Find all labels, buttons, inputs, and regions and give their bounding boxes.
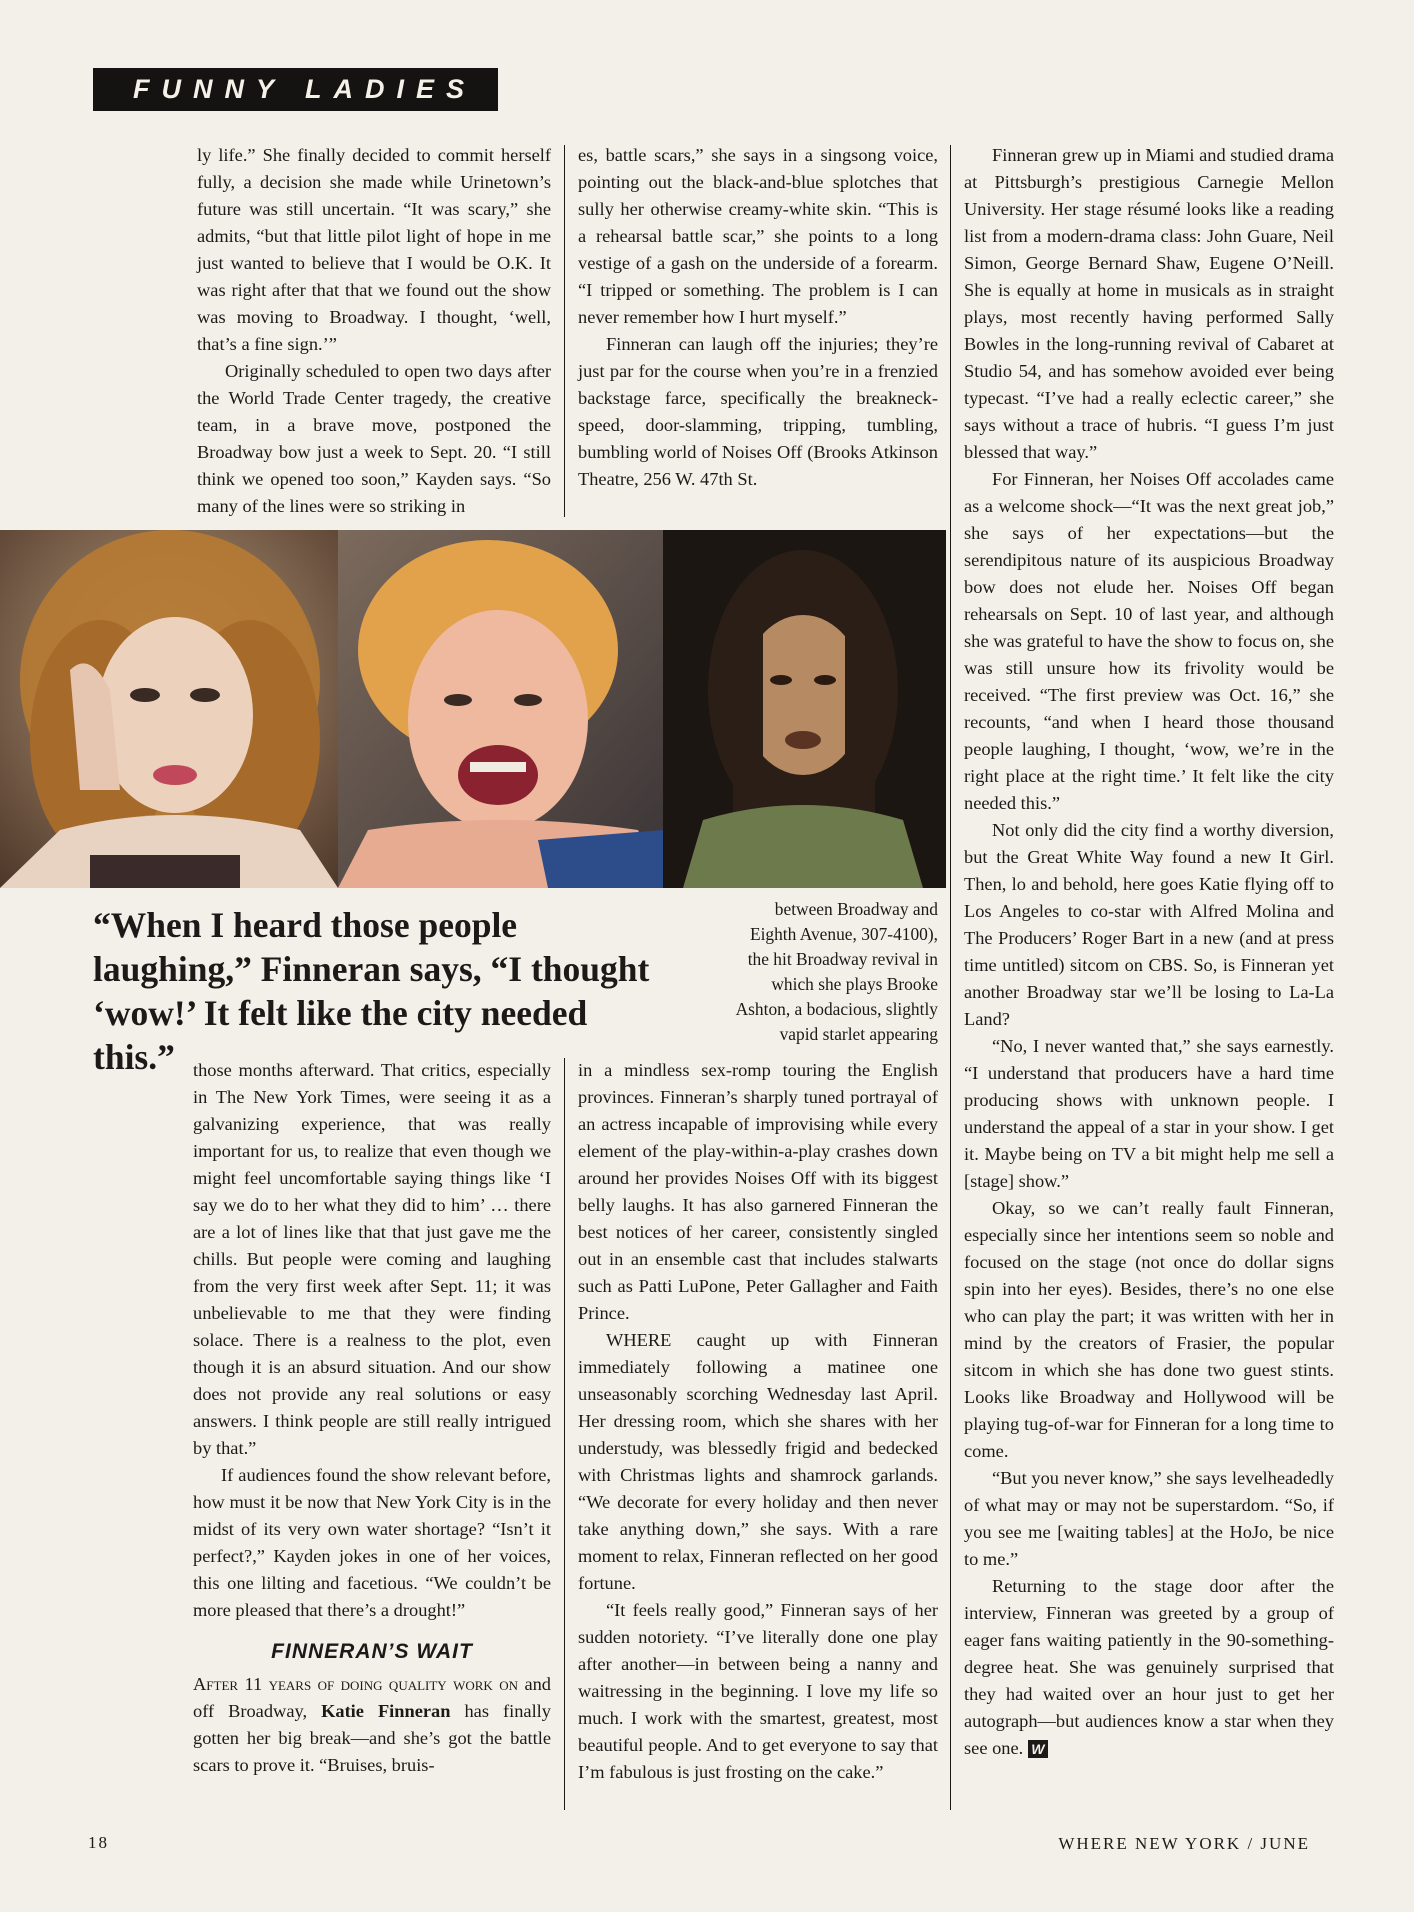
photo-actress-2-image [338, 530, 663, 888]
paragraph: If audiences found the show relevant before, how must it be now that New York City is in the midst of its very own water shortage? “Isn’t it perfect?,” Kayden jokes in one of her voices, this one lilting and facetious. “We couldn’t be more pleased that there’s a drought!” [193, 1465, 551, 1620]
paragraph: Not only did the city find a worthy diversion, but the Great White Way found a new It Girl. Then, lo and behold, here goes Katie flying off to Los Angeles to co-star with Alfred Molina and The Producers’ Roger Bart in a new (and at press time untitled) sitcom on CBS. So, is Finneran yet another Broadway star we’ll be losing to La-La Land? [964, 820, 1334, 1029]
sidebar-name: Katie Finneran [321, 1701, 451, 1721]
sidebar-paragraph [193, 1671, 551, 1779]
column-rule [564, 145, 565, 517]
photo-actress-3-image [663, 530, 946, 888]
column-3 [964, 142, 1334, 1762]
sidebar-lead-in: After 11 years of doing quality work on [193, 1674, 519, 1694]
photo-actress-1 [0, 530, 338, 888]
end-mark-icon: W [1028, 1740, 1048, 1758]
publication-footer: WHERE NEW YORK / JUNE [1058, 1834, 1310, 1853]
paragraph: For Finneran, her Noises Off accolades came as a welcome shock—“It was the next great job,” she says of her expectations—but the serendipitous nature of its auspicious Broadway bow does not elude her. Noises Off began rehearsals on Sept. 10 of last year, and although she was grateful to have the show to focus on, she was still unsure how its frivolity would be received. “The first preview was Oct. 16,” she recounts, “and when I heard those thousand people laughing, I thought, ‘wow, we’re in the right place at the right time.’ It felt like the city needed this.” [964, 469, 1334, 813]
column-2-top [578, 142, 938, 493]
paragraph: ly life.” She finally decided to commit herself fully, a decision she made while Urinetown’s future was still uncertain. “It was scary,” she admits, “but that little pilot light of hope in me just wanted to believe that I would be O.K. It was right after that that we found out the show was moving to Broadway. I thought, ‘well, that’s a fine sign.’” [197, 145, 551, 354]
photo-actress-2 [338, 530, 663, 888]
paragraph: Finneran grew up in Miami and studied drama at Pittsburgh’s prestigious Carnegie Mellon University. Her stage résumé looks like a reading list from a modern-drama class: John Guare, Neil Simon, George Bernard Shaw, Eugene O’Neill. She is equally at home in musicals as in straight plays, most recently having performed Sally Bowles in the long-running revival of Cabaret at Studio 54, and has somehow avoided ever being typecast. “I’ve had a really eclectic career,” she says without a trace of hubris. “I guess I’m just blessed that way.” [964, 145, 1334, 462]
photo-actress-3 [663, 530, 946, 888]
column-2-continuation: between Broadway and Eighth Avenue, 307-4100), the hit Broadway revival in which she plays Brooke Ashton, a bodacious, slightly vapid starlet appearing [735, 899, 938, 1044]
paragraph: those months afterward. That critics, especially in The New York Times, were seeing it as a galvanizing experience, that was really important for us, to realize that even though we might feel uncomfortable saying things like ‘I say we do to her what they did to him’ … there are a lot of lines like that that just gave me the chills. But people were coming and laughing from the very first week after Sept. 11; it was unbelievable to me that they were finding solace. There is a realness to the plot, even though it is an absurd situation. And our show does not provide any real solutions or easy answers. I think people are still really intrigued by that.” [193, 1060, 551, 1458]
paragraph [964, 1573, 1334, 1762]
paragraph: Okay, so we can’t really fault Finneran, especially since her intentions seem so noble and focused on the stage (not once do dollar signs spin into her eyes). Besides, there’s no one else who can play the part; it was written with her in mind by the creators of Frasier, the popular sitcom in which she has done two guest stints. Looks like Broadway and Hollywood will be playing tug-of-war for Finneran for a long time to come. [964, 1198, 1334, 1461]
pull-quote: “When I heard those people laughing,” Finneran says, “I thought ‘wow!’ It felt like the city needed this.” [93, 905, 650, 1077]
column-rule [950, 885, 951, 1810]
paragraph: WHERE caught up with Finneran immediately following a matinee one unseasonably scorching Wednesday last April. Her dressing room, which she shares with her understudy, was blessedly frigid and bedecked with Christmas lights and shamrock garlands. “We decorate for every holiday and then never take anything down,” she says. With a rare moment to relax, Finneran reflected on her good fortune. [578, 1330, 938, 1593]
paragraph: “It feels really good,” Finneran says of her sudden notoriety. “I’ve literally done one play after another—in between being a nanny and waitressing in the beginning. I love my life so much. I work with the smartest, greatest, most beautiful people. And to get everyone to say that I’m fabulous is just frosting on the cake.” [578, 1600, 938, 1782]
column-2-bottom [578, 1057, 938, 1786]
sidebar-text: and off Broadway, [193, 1674, 551, 1721]
paragraph: Originally scheduled to open two days after the World Trade Center tragedy, the creative team, in a brave move, postponed the Broadway bow just a week to Sept. 20. “I still think we opened too soon,” Kayden says. “So many of the lines were so striking in [197, 361, 551, 516]
column-1-top [197, 142, 551, 520]
paragraph: Finneran can laugh off the injuries; they’re just par for the course when you’re in a frenzied backstage farce, specifically the breakneck-speed, door-slamming, tripping, tumbling, bumbling world of Noises Off (Brooks Atkinson Theatre, 256 W. 47th St. [578, 334, 938, 489]
paragraph-text: Returning to the stage door after the interview, Finneran was greeted by a group of eager fans waiting patiently in the 90-something-degree heat. She was genuinely surprised that they had waited over an hour just to get her autograph—but audiences know a star when they see one. [964, 1576, 1334, 1758]
paragraph: “But you never know,” she says levelheadedly of what may or may not be superstardom. “So, if you see me [waiting tables] at the HoJo, be nice to me.” [964, 1468, 1334, 1569]
column-1-bottom [193, 1057, 551, 1779]
column-rule [950, 145, 951, 885]
sidebar-text: has finally gotten her big break—and she’s got the battle scars to prove it. “Bruises, bruis- [193, 1701, 551, 1775]
paragraph: in a mindless sex-romp touring the English provinces. Finneran’s sharply tuned portrayal of an actress incapable of improvising while every element of the play-within-a-play crashes down around her provides Noises Off with its biggest belly laughs. It has also garnered Finneran the best notices of her career, consistently singled out in an ensemble cast that includes stalwarts such as Patti LuPone, Peter Gallagher and Faith Prince. [578, 1060, 938, 1323]
paragraph: es, battle scars,” she says in a singsong voice, pointing out the black-and-blue splotches that sully her otherwise creamy-white skin. “This is a rehearsal battle scar,” she points to a long vestige of a gash on the underside of a forearm. “I tripped or something. The problem is I can never remember how I hurt myself.” [578, 145, 938, 327]
photo-actress-1-image [0, 530, 338, 888]
paragraph: “No, I never wanted that,” she says earnestly. “I understand that producers have a hard time producing shows with unknown people. I understand the appeal of a star in your show. I get it. Maybe being on TV a bit might help me sell a [stage] show.” [964, 1036, 1334, 1191]
section-banner: FUNNY LADIES [93, 68, 498, 111]
page-number: 18 [88, 1833, 109, 1852]
column-rule [564, 1058, 565, 1810]
sidebar-heading: FINNERAN’S WAIT [271, 1640, 473, 1663]
